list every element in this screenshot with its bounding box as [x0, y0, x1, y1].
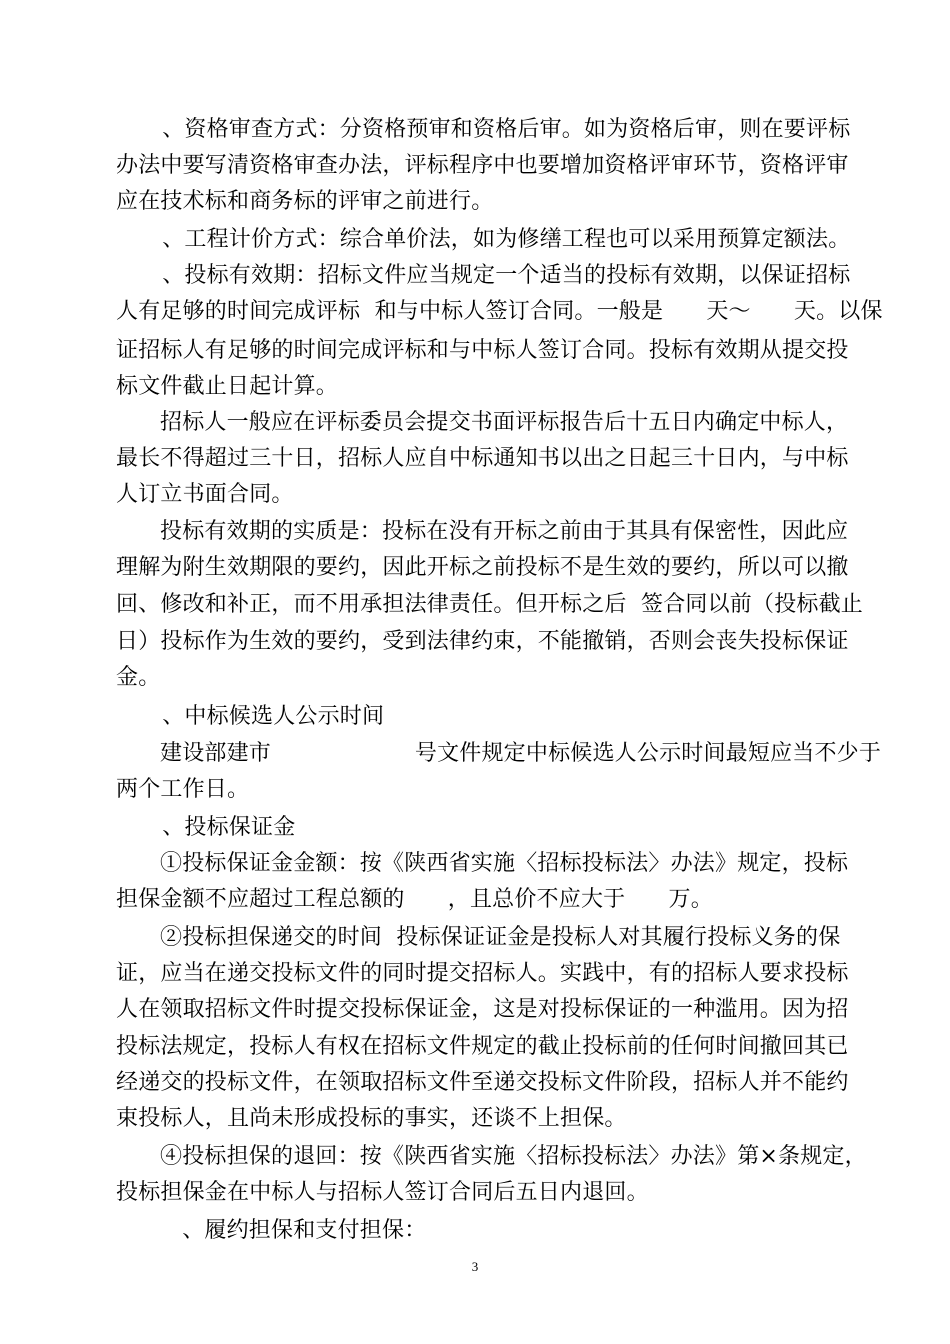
text-line-15: 日）投标作为生效的要约，受到法律约束，不能撤销，否则会丧失投标保证 [116, 629, 849, 654]
text-line-8: 标文件截止日起计算。 [116, 374, 339, 399]
text-line-18: 建设部建市 号文件规定中标候选人公示时间最短应当不少于 [160, 741, 882, 766]
text-line-28: 束投标人，且尚未形成投标的事实，还谈不上担保。 [116, 1106, 627, 1131]
text-line-31: 、履约担保和支付担保： [160, 1218, 427, 1243]
text-line-19: 两个工作日。 [116, 777, 250, 802]
text-line-7: 证招标人有足够的时间完成评标和与中标人签订合同。投标有效期从提交投 [116, 338, 849, 363]
text-line-27: 经递交的投标文件，在领取招标文件至递交投标文件阶段，招标人并不能约 [116, 1070, 849, 1095]
text-line-29: ④投标担保的退回：按《陕西省实施〈招标投标法〉办法》第×条规定， [160, 1144, 867, 1169]
text-line-11: 人订立书面合同。 [116, 482, 294, 507]
text-line-4: 、工程计价方式：综合单价法，如为修缮工程也可以采用预算定额法。 [140, 227, 851, 252]
text-line-14: 回、修改和补正，而不用承担法律责任。但开标之后 签合同以前（投标截止 [116, 592, 863, 617]
page-number: 3 [471, 1259, 479, 1274]
text-line-30: 投标担保金在中标人与招标人签订合同后五日内退回。 [116, 1180, 649, 1205]
text-line-26: 投标法规定，投标人有权在招标文件规定的截止投标前的任何时间撤回其已 [116, 1034, 849, 1059]
text-line-9: 招标人一般应在评标委员会提交书面评标报告后十五日内确定中标人， [160, 410, 849, 435]
text-line-25: 人在领取招标文件时提交投标保证金，这是对投标保证的一种滥用。因为招 [116, 997, 849, 1022]
text-line-6: 人有足够的时间完成评标 和与中标人签订合同。一般是 天～ 天。以保 [116, 299, 883, 324]
text-line-1: 、资格审查方式：分资格预审和资格后审。如为资格后审，则在要评标 [140, 117, 851, 142]
text-line-17: 、中标候选人公示时间 [140, 704, 385, 729]
text-line-24: 证，应当在递交投标文件的同时提交招标人。实践中，有的招标人要求投标 [116, 961, 849, 986]
text-line-10: 最长不得超过三十日，招标人应自中标通知书以出之日起三十日内，与中标 [116, 446, 849, 471]
text-line-16: 金。 [116, 665, 161, 690]
text-line-20: 、投标保证金 [140, 815, 296, 840]
text-line-3: 应在技术标和商务标的评审之前进行。 [116, 189, 494, 214]
text-line-23: ②投标担保递交的时间 投标保证证金是投标人对其履行投标义务的保 [160, 925, 841, 950]
text-line-12: 投标有效期的实质是：投标在没有开标之前由于其具有保密性，因此应 [160, 519, 849, 544]
text-line-13: 理解为附生效期限的要约，因此开标之前投标不是生效的要约，所以可以撤 [116, 555, 849, 580]
text-line-21: ①投标保证金金额：按《陕西省实施〈招标投标法〉办法》规定，投标 [160, 851, 849, 876]
text-line-2: 办法中要写清资格审查办法，评标程序中也要增加资格评审环节，资格评审 [116, 153, 849, 178]
text-line-5: 、投标有效期：招标文件应当规定一个适当的投标有效期，以保证招标 [140, 263, 851, 288]
text-line-22: 担保金额不应超过工程总额的 ，且总价不应大于 万。 [116, 887, 713, 912]
